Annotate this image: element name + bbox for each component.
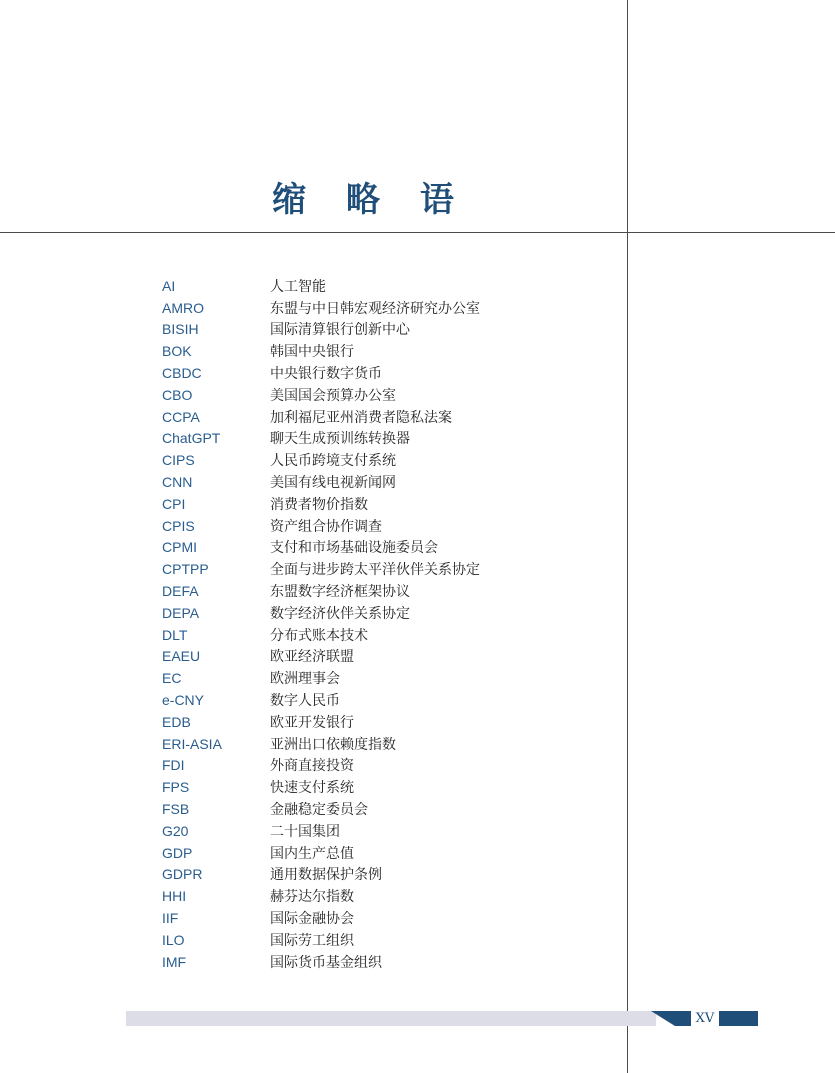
abbreviation: CNN (162, 474, 193, 491)
definition: 亚洲出口依赖度指数 (270, 736, 396, 753)
abbreviation: e-CNY (162, 692, 205, 709)
definition: 聊天生成预训练转换器 (270, 431, 410, 448)
list-item (162, 428, 582, 450)
footer-wedge (651, 1011, 691, 1026)
list-item (162, 885, 582, 907)
footer-block (719, 1011, 758, 1026)
definition: 加利福尼亚州消费者隐私法案 (270, 409, 452, 426)
definition: 数字经济伙伴关系协定 (270, 605, 410, 622)
abbreviation: HHI (162, 888, 187, 905)
abbreviation: ERI-ASIA (162, 735, 222, 752)
list-item (162, 493, 582, 515)
list-item (162, 711, 582, 733)
abbreviation: FPS (162, 779, 190, 796)
definition: 中央银行数字货币 (270, 366, 382, 383)
abbreviation: CIPS (162, 452, 195, 469)
definition: 国际金融协会 (270, 911, 354, 927)
list-item (162, 798, 582, 820)
abbreviation: EC (162, 670, 182, 687)
abbreviation: DEFA (162, 583, 199, 600)
list-item (162, 842, 582, 864)
vertical-rule (627, 0, 628, 1073)
list-item (162, 907, 582, 929)
definition: 全面与进步跨太平洋伙伴关系协定 (270, 562, 480, 579)
abbreviation-list (162, 275, 582, 973)
abbreviation: BISIH (162, 321, 199, 338)
list-item (162, 384, 582, 406)
definition: 二十国集团 (270, 823, 340, 840)
abbreviation: BOK (162, 343, 192, 360)
list-item (162, 733, 582, 755)
list-item (162, 689, 582, 711)
list-item (162, 406, 582, 428)
list-item (162, 319, 582, 341)
horizontal-rule (0, 232, 835, 233)
abbreviation: FDI (162, 757, 185, 774)
list-item (162, 471, 582, 493)
abbreviation: GDP (162, 844, 193, 861)
definition: 欧洲理事会 (270, 671, 340, 688)
list-item (162, 580, 582, 602)
abbreviation: DLT (162, 626, 188, 643)
list-item (162, 297, 582, 319)
footer-bar (126, 1011, 656, 1026)
abbreviation: IIF (162, 910, 179, 926)
list-item (162, 951, 582, 973)
definition: 韩国中央银行 (270, 344, 354, 361)
definition: 通用数据保护条例 (270, 867, 382, 884)
list-item (162, 929, 582, 951)
list-item (162, 755, 582, 777)
abbreviation: CPMI (162, 539, 197, 556)
definition: 资产组合协作调查 (270, 518, 382, 535)
abbreviation: ChatGPT (162, 430, 221, 447)
definition: 欧亚开发银行 (270, 714, 354, 731)
abbreviation: IMF (162, 953, 187, 970)
abbreviation: ILO (162, 931, 185, 948)
abbreviation: CPI (162, 495, 186, 512)
definition: 美国有线电视新闻网 (270, 475, 396, 492)
definition: 东盟数字经济框架协议 (270, 584, 410, 601)
abbreviation: AMRO (162, 299, 204, 316)
definition: 快速支付系统 (270, 780, 354, 797)
list-item (162, 537, 582, 559)
definition: 金融稳定委员会 (270, 802, 368, 819)
abbreviation: CPTPP (162, 561, 209, 578)
abbreviation: CCPA (162, 408, 200, 425)
abbreviation: G20 (162, 822, 189, 839)
list-item (162, 340, 582, 362)
list-item (162, 515, 582, 537)
list-item (162, 558, 582, 580)
abbreviation: CBDC (162, 365, 202, 382)
definition: 国内生产总值 (270, 845, 354, 862)
list-item (162, 646, 582, 668)
definition: 赫芬达尔指数 (270, 889, 354, 906)
abbreviation: CPIS (162, 517, 195, 534)
list-item (162, 864, 582, 886)
list-item (162, 362, 582, 384)
definition: 美国国会预算办公室 (270, 387, 396, 404)
page-title: 缩 略 语 (272, 180, 468, 220)
definition: 外商直接投资 (270, 758, 354, 775)
list-item (162, 667, 582, 689)
abbreviation: EAEU (162, 648, 201, 665)
definition: 东盟与中日韩宏观经济研究办公室 (270, 300, 480, 317)
definition: 消费者物价指数 (270, 496, 368, 513)
abbreviation: DEPA (162, 604, 200, 621)
definition: 支付和市场基础设施委员会 (270, 540, 438, 557)
page-number: XV (695, 1011, 715, 1026)
abbreviation: CBO (162, 386, 193, 403)
definition: 数字人民币 (270, 693, 340, 710)
definition: 国际清算银行创新中心 (270, 322, 410, 339)
abbreviation: FSB (162, 801, 190, 818)
definition: 人工智能 (270, 278, 326, 295)
definition: 欧亚经济联盟 (270, 649, 354, 666)
list-item (162, 449, 582, 471)
abbreviation: AI (162, 277, 176, 294)
abbreviation: EDB (162, 713, 191, 730)
definition: 人民币跨境支付系统 (270, 453, 396, 470)
list-item (162, 624, 582, 646)
list-item (162, 275, 582, 297)
list-item (162, 776, 582, 798)
list-item (162, 820, 582, 842)
abbreviation: GDPR (162, 866, 203, 883)
definition: 国际货币基金组织 (270, 954, 382, 971)
definition: 分布式账本技术 (270, 627, 368, 644)
list-item (162, 602, 582, 624)
definition: 国际劳工组织 (270, 932, 354, 949)
